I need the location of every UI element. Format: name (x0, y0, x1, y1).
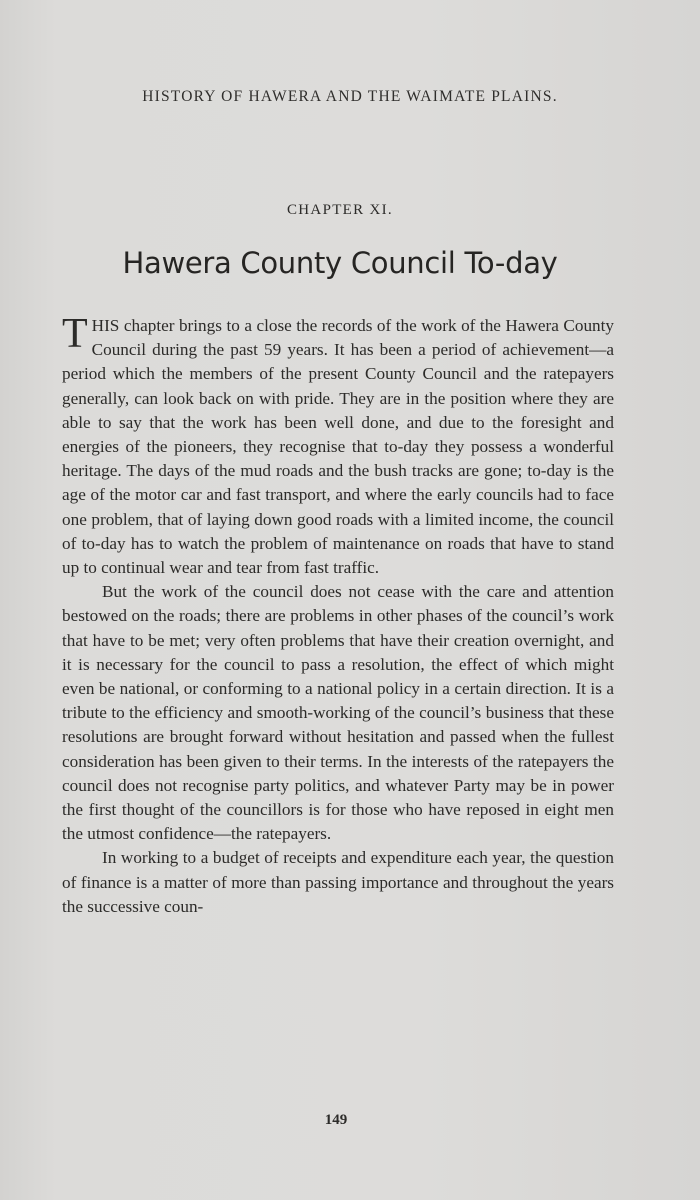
paragraph-1 (62, 311, 614, 580)
paragraph-3: In working to a budget of receipts and expenditure each year, the question of finance is a matter of more than passing importance and throughout the years the successive coun- (62, 848, 614, 916)
running-head: HISTORY OF HAWERA AND THE WAIMATE PLAINS. (142, 88, 558, 105)
chapter-title: Hawera County Council To-day (122, 246, 558, 280)
chapter-body (62, 311, 614, 919)
paragraph-1-text: chapter brings to a close the records of the work of the Hawera County Council during the past 59 years. It has been a period of achievement—a period which the members of the present County Council and the ratepayers generally, can look back on with pride. They are in the position where they are able to say that the work has been well done, and due to the foresight and energies of the pioneers, they recognise that to-day they possess a wonderful heritage. The days of the mud roads and the bush tracks are gone; to-day is the age of the motor car and fast transport, and where the early councils had to face one problem, that of laying down good roads with a limited income, the council of to-day has to watch the problem of maintenance on roads that have to stand up to continual wear and tear from fast traffic. (62, 316, 614, 578)
paragraph-2: But the work of the council does not cease with the care and attention bestowed on the roads; there are problems in other phases of the council’s work that have to be met; very often problems that have their creation overnight, and it is necessary for the council to pass a resolution, the effect of which might even be national, or conforming to a national policy in a certain direction. It is a tribute to the efficiency and smooth-working of the council’s business that these resolutions are brought forward without hesitation and passed when the fullest consideration has been given to their terms. In the interests of the ratepayers the council does not recognise party politics, and whatever Party may be in power the first thought of the councillors is for those who have reposed in eight men the utmost confidence—the ratepayers. (62, 582, 614, 844)
drop-cap: T (62, 311, 88, 357)
chapter-label: CHAPTER XI. (287, 202, 393, 218)
page-number: 149 (324, 1112, 348, 1128)
opening-small-caps: HIS (91, 316, 120, 335)
